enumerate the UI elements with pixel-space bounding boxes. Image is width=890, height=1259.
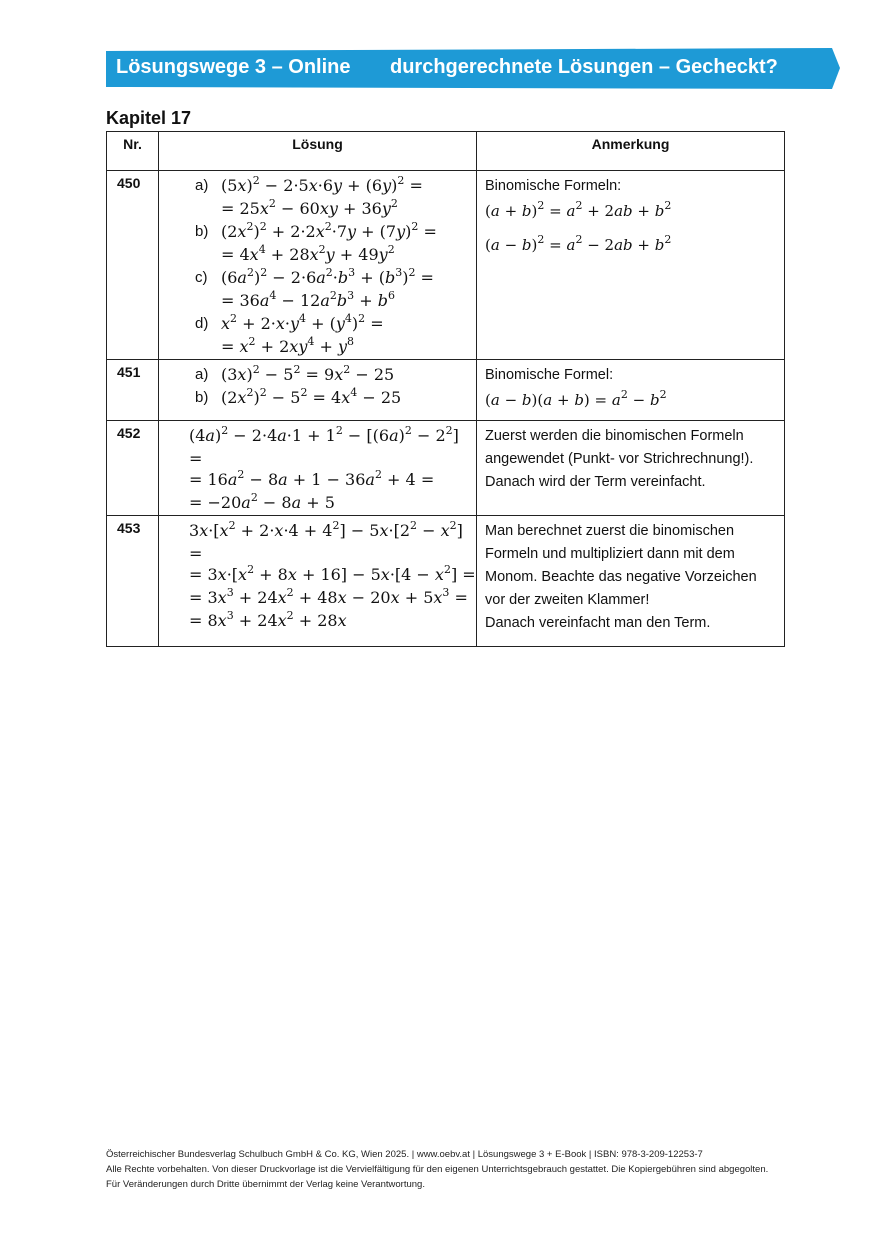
header-remark: Anmerkung <box>477 132 785 171</box>
table-row <box>107 171 785 360</box>
solution-item: a) $(5x)^2 - 2\cdot 5x\cdot 6y + (6y)^2$ = = $25x^2 - 60xy + 36y^2$ <box>195 174 423 218</box>
solution-item: b) $(2x^2)^2 - 5^2 = 4x^4 - 25$ <box>195 386 402 407</box>
remark-line: Formeln und multipliziert dann mit dem <box>485 546 735 562</box>
table-row <box>107 516 785 647</box>
table-row <box>107 360 785 421</box>
page-footer <box>106 1147 768 1192</box>
table-header-row <box>107 132 785 171</box>
remark-title: Binomische Formeln: <box>485 178 622 194</box>
solution-cell <box>159 516 477 647</box>
remark-line: Zuerst werden die binomischen Formeln <box>485 428 744 444</box>
header-nr: Nr. <box>107 132 159 171</box>
remark-line: vor der zweiten Klammer! <box>485 592 650 608</box>
row-nr: 450 <box>107 171 159 360</box>
remark-cell <box>477 360 785 421</box>
remark-line: Monom. Beachte das negative Vorzeichen <box>485 569 757 585</box>
solution-cell <box>159 360 477 421</box>
header-solution: Lösung <box>159 132 477 171</box>
footer-line: Österreichischer Bundesverlag Schulbuch GmbH & Co. KG, Wien 2025. | www.oebv.at | Lösungswege 3 + E-Book | ISBN: 978-3-209-12253-7 <box>106 1149 703 1160</box>
solution-cell <box>159 421 477 516</box>
remark-formula: $(a + b)^2 = a^2 + 2ab + b^2$ <box>485 199 672 220</box>
solution-body: $(4a)^2 - 2\cdot 4a\cdot 1 + 1^2 - [(6a)^2 - 2^2]$ = = $16a^2 - 8a + 1 - 36a^2 + 4$ = = $-20a^2 - 8a + 5$ <box>189 424 459 512</box>
solution-item: c) $(6a^2)^2 - 2\cdot 6a^2\cdot b^3 + (b^3)^2$ = = $36a^4 - 12a^2b^3 + b^6$ <box>195 266 434 310</box>
row-nr: 452 <box>107 421 159 516</box>
solution-list <box>159 360 476 410</box>
header-banner <box>106 48 840 89</box>
remark-line: angewendet (Punkt- vor Strichrechnung!). <box>485 451 754 467</box>
row-nr: 451 <box>107 360 159 421</box>
remark-cell <box>477 171 785 360</box>
solution-list <box>159 171 476 359</box>
solution-item: b) $(2x^2)^2 + 2\cdot 2x^2\cdot 7y + (7y)^2$ = = $4x^4 + 28x^2y + 49y^2$ <box>195 220 437 264</box>
solution-item: d) $x^2 + 2\cdot x\cdot y^4 + (y^4)^2$ = = $x^2 + 2xy^4 + y^8$ <box>195 312 384 356</box>
remark-formula: $(a - b)(a + b) = a^2 - b^2$ <box>485 388 667 409</box>
remark-title: Binomische Formel: <box>485 367 614 383</box>
solutions-table <box>106 131 785 647</box>
remark-cell <box>477 516 785 647</box>
chapter-title: Kapitel 17 <box>106 108 192 128</box>
footer-line: Für Veränderungen durch Dritte übernimmt der Verlag keine Verantwortung. <box>106 1179 425 1190</box>
solution-body: $3x\cdot[x^2 + 2\cdot x\cdot 4 + 4^2] - 5x\cdot[2^2 - x^2]$ = = $3x\cdot[x^2 + 8x + 16] - 5x\cdot[4 - x^2]$ = = $3x^3 + 24x^2 + 48x - 20x + 5x^3$ = = $8x^3 + 24x^2 + 28x$ <box>189 519 476 630</box>
footer-line: Alle Rechte vorbehalten. Von dieser Druckvorlage ist die Vervielfältigung für den eigenen Unterrichtsgebrauch gestattet. Die Kopiergebühren sind abgegolten. <box>106 1164 769 1175</box>
row-nr: 453 <box>107 516 159 647</box>
remark-cell <box>477 421 785 516</box>
solution-cell <box>159 171 477 360</box>
solution-item: a) $(3x)^2 - 5^2 = 9x^2 - 25$ <box>195 363 395 384</box>
remark-line: Man berechnet zuerst die binomischen <box>485 523 735 539</box>
remark-line: Danach vereinfacht man den Term. <box>485 615 711 631</box>
remark-line: Danach wird der Term vereinfacht. <box>485 474 706 490</box>
header-title: Lösungswege 3 – Online <box>116 56 351 78</box>
header-subtitle: durchgerechnete Lösungen – Gecheckt? <box>390 56 778 78</box>
table-row <box>107 421 785 516</box>
remark-formula: $(a - b)^2 = a^2 - 2ab + b^2$ <box>485 233 672 254</box>
